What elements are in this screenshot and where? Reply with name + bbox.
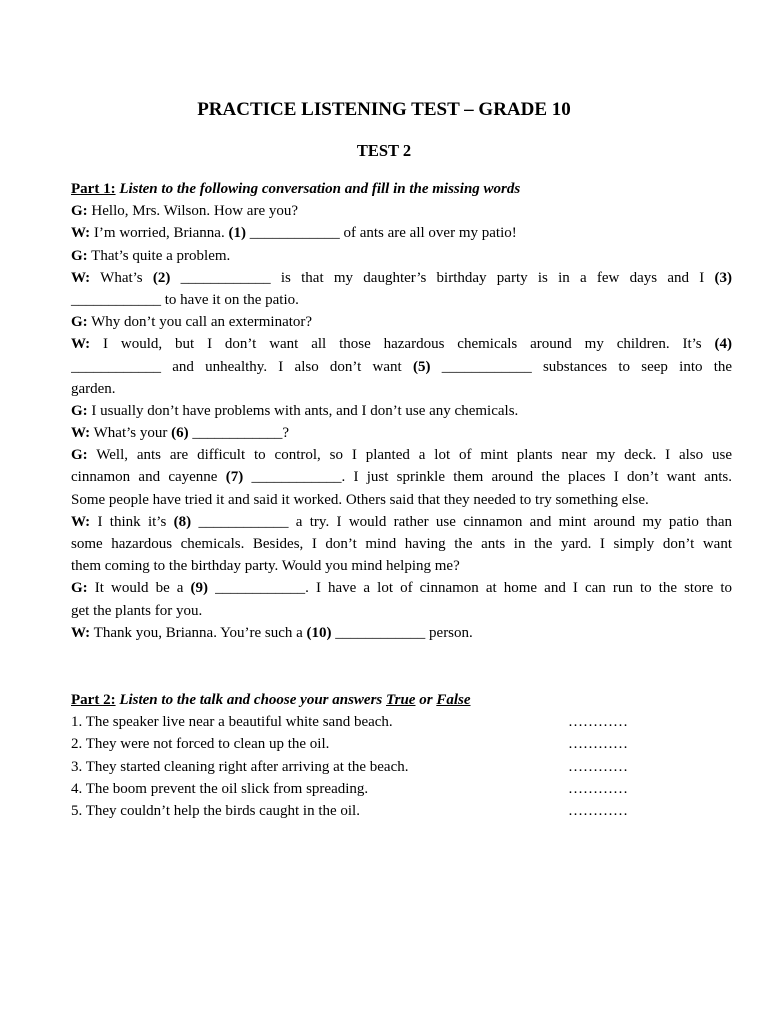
part-2-section [71,689,732,822]
dialogue-line [71,200,732,222]
answer-dots[interactable]: ………… [568,758,628,775]
dialogue-line [71,356,732,378]
dialogue-line [71,289,732,311]
speaker-label: W: [71,225,91,242]
speaker-label: G: [71,247,88,264]
dialogue-text: Some people have tried it and said it worked. Others said that they needed to try something else. [71,491,649,508]
dialogue-line [71,577,732,599]
blank-number: (6) [171,425,189,442]
part-1-label: Part 1: [71,181,116,197]
dialogue-text: I’m worried, Brianna. [90,225,229,242]
statement-text: 5. They couldn’t help the birds caught in the oil. [71,802,360,819]
blank-number: (1) [228,225,246,242]
statement-item [71,711,732,733]
blank-number: (9) [190,580,209,597]
speaker-label: W: [71,269,91,286]
answer-blank[interactable]: ____________ [180,269,271,286]
dialogue-text: ? [282,425,290,442]
dialogue-text: and unhealthy. I also don’t want [172,358,413,375]
dialogue-text: . I have a lot of cinnamon at home and I can run to the store to [305,580,732,597]
dialogue-line [71,311,732,333]
statement-item [71,756,732,778]
speaker-label: W: [71,513,91,530]
answer-dots[interactable]: ………… [568,714,628,731]
page-title: PRACTICE LISTENING TEST – GRADE 10 [197,99,571,120]
speaker-label: G: [71,314,88,331]
dialogue-text: I would, but I don’t want all those hazardous chemicals around my children. It’s [103,336,715,353]
part-1-section [71,178,732,644]
answer-blank[interactable]: ____________ [249,225,340,242]
speaker-label: W: [71,624,91,641]
dialogue-line [71,600,732,622]
answer-blank[interactable]: ____________ [71,358,161,375]
speaker-label: G: [71,580,88,597]
false-option: False [436,692,471,708]
dialogue-line [71,533,732,555]
dialogue-text: a try. I would rather use cinnamon and mint around my patio than [295,513,732,530]
speaker-label: W: [71,336,91,353]
dialogue-text: . I just sprinkle them around the places I don’t want ants. [341,469,732,486]
statement-text: 4. The boom prevent the oil slick from spreading. [71,780,369,797]
dialogue-line [71,222,732,244]
dialogue-line [71,422,732,444]
dialogue-line [71,466,732,488]
statement-item [71,733,732,755]
dialogue-text: Well, ants are difficult to control, so I planted a lot of mint plants near my deck. I also use [96,447,732,464]
speaker-label: G: [71,447,88,464]
answer-blank[interactable]: ____________ [215,580,306,597]
dialogue-line [71,245,732,267]
dialogue-text: What’s [100,269,153,286]
dialogue-line [71,400,732,422]
answer-dots[interactable]: ………… [568,802,628,819]
answer-dots[interactable]: ………… [568,780,628,797]
dialogue-text: person. [425,624,473,641]
statement-text: 2. They were not forced to clean up the oil. [71,736,330,753]
test-number: TEST 2 [356,141,412,160]
answer-blank[interactable]: ____________ [251,469,342,486]
speaker-label: W: [71,425,91,442]
part-1-heading [71,178,732,200]
answer-blank[interactable]: ____________ [198,513,289,530]
dialogue-text: some hazardous chemicals. Besides, I don’t mind having the ants in the yard. I simply don’t want [71,536,732,552]
statement-item [71,778,732,800]
dialogue-line [71,444,732,466]
dialogue-line [71,378,732,400]
dialogue-text: Thank you, Brianna. You’re such a [90,624,307,641]
blank-number: (4) [714,336,732,353]
blank-number: (8) [173,513,192,530]
statement-text: 3. They started cleaning right after arriving at the beach. [71,758,409,775]
answer-blank[interactable]: ____________ [335,624,426,641]
dialogue-text: cinnamon and cayenne [71,469,226,486]
dialogue-text: is that my daughter’s birthday party is in a few days and I [280,269,715,286]
dialogue-line [71,511,732,533]
dialogue-line [71,555,732,577]
part-2-instruction: Listen to the talk and choose your answers [119,692,383,708]
statement-item [71,800,732,822]
blank-number: (3) [714,269,732,286]
dialogue-line [71,267,732,289]
dialogue-line [71,333,732,355]
dialogue-text: of ants are all over my patio! [339,225,517,242]
dialogue-text: them coming to the birthday party. Would you mind helping me? [71,558,460,575]
dialogue-text: I usually don’t have problems with ants, and I don’t use any chemicals. [87,402,519,419]
dialogue-text: What’s your [90,425,172,442]
blank-number: (5) [412,358,431,375]
statement-text: 1. The speaker live near a beautiful white sand beach. [71,714,393,731]
blank-number: (10) [306,624,332,641]
part-1-instruction: Listen to the following conversation and fill in the missing words [119,181,521,197]
dialogue-line [71,622,732,644]
part-2-heading [71,689,732,711]
dialogue-text: to have it on the patio. [161,291,299,308]
or-word: or [419,692,433,708]
dialogue-text: I think it’s [97,513,174,530]
answer-blank[interactable]: ____________ [441,358,532,375]
dialogue-text: substances to seep into the [542,358,732,375]
answer-dots[interactable]: ………… [568,736,628,753]
answer-blank[interactable]: ____________ [71,291,161,308]
dialogue-text: That’s quite a problem. [87,247,231,264]
dialogue-text: Why don’t you call an exterminator? [87,314,313,331]
blank-number: (2) [152,269,171,286]
dialogue-text: It would be a [94,580,191,597]
true-option: True [386,692,416,708]
answer-blank[interactable]: ____________ [192,425,283,442]
dialogue-line [71,489,732,511]
part-2-label: Part 2: [71,692,116,708]
dialogue-text: Hello, Mrs. Wilson. How are you? [87,203,299,220]
speaker-label: G: [71,203,88,220]
dialogue-text: get the plants for you. [71,602,203,619]
speaker-label: G: [71,402,88,419]
blank-number: (7) [225,469,244,486]
dialogue-text: garden. [71,380,116,397]
